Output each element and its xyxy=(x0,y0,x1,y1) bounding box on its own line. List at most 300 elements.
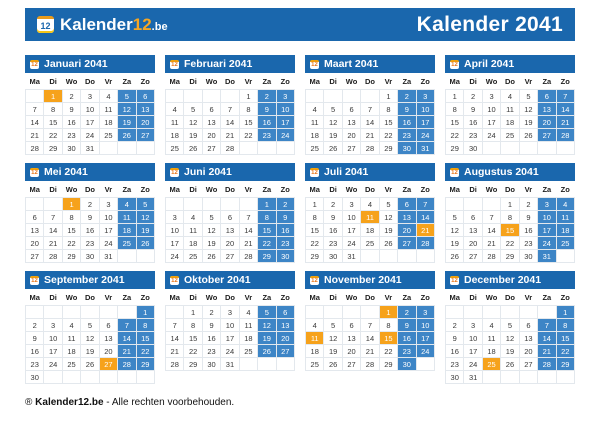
day-cell-empty xyxy=(501,371,519,384)
day-cell: 5 xyxy=(379,198,397,211)
day-cell: 11 xyxy=(361,211,379,224)
week-row xyxy=(446,103,575,116)
day-cell: 30 xyxy=(398,358,416,371)
week-row xyxy=(166,345,295,358)
day-cell: 17 xyxy=(166,237,184,250)
day-cell: 21 xyxy=(221,129,239,142)
month-header-link[interactable] xyxy=(305,271,435,289)
week-row xyxy=(26,142,155,155)
day-cell: 24 xyxy=(99,237,117,250)
weekday-header: Zo xyxy=(140,293,150,302)
weekday-header: Vr xyxy=(104,293,113,302)
weekday-header: Za xyxy=(542,293,552,302)
day-cell: 22 xyxy=(501,237,519,250)
day-cell: 14 xyxy=(44,224,62,237)
day-cell: 11 xyxy=(239,319,257,332)
day-cell: 10 xyxy=(342,211,360,224)
week-row xyxy=(26,198,155,211)
week-row xyxy=(446,371,575,384)
day-cell: 3 xyxy=(166,211,184,224)
day-cell-empty xyxy=(446,306,464,319)
weekday-header: Di xyxy=(189,293,197,302)
day-cell: 8 xyxy=(501,211,519,224)
day-cell: 8 xyxy=(258,211,276,224)
day-cell: 19 xyxy=(202,237,220,250)
day-cell: 26 xyxy=(118,129,136,142)
day-cell: 30 xyxy=(26,371,44,384)
day-cell: 29 xyxy=(556,358,574,371)
week-row xyxy=(166,332,295,345)
day-cell: 6 xyxy=(398,198,416,211)
month-title: Januari 2041 xyxy=(44,58,108,70)
day-cell: 3 xyxy=(482,90,500,103)
month-title: Juni 2041 xyxy=(184,166,232,178)
day-cell: 1 xyxy=(379,306,397,319)
day-cell: 10 xyxy=(538,211,556,224)
day-cell-empty xyxy=(44,306,62,319)
month-header-link[interactable] xyxy=(25,271,155,289)
day-cell: 3 xyxy=(538,198,556,211)
day-cell: 18 xyxy=(482,345,500,358)
week-row xyxy=(306,358,435,371)
day-cell-empty xyxy=(519,142,537,155)
weekday-header: Za xyxy=(122,293,132,302)
day-cell-empty xyxy=(324,306,342,319)
calendar-icon-number: 12 xyxy=(451,62,458,68)
day-cell-empty xyxy=(202,90,220,103)
day-cell: 12 xyxy=(81,332,99,345)
month-panel xyxy=(305,271,435,371)
day-cell: 16 xyxy=(202,332,220,345)
day-cell: 19 xyxy=(324,345,342,358)
day-cell: 10 xyxy=(44,332,62,345)
day-cell: 19 xyxy=(501,345,519,358)
day-cell: 3 xyxy=(416,306,434,319)
month-header-link[interactable] xyxy=(165,271,295,289)
day-cell: 17 xyxy=(342,224,360,237)
weekday-header: Di xyxy=(329,293,337,302)
day-cell: 25 xyxy=(501,129,519,142)
day-cell: 22 xyxy=(258,237,276,250)
day-cell: 20 xyxy=(99,345,117,358)
day-cell: 5 xyxy=(324,103,342,116)
day-cell: 1 xyxy=(306,198,324,211)
day-cell: 20 xyxy=(519,345,537,358)
day-cell: 28 xyxy=(44,250,62,263)
copyright-symbol: ® xyxy=(25,397,33,408)
day-cell-empty xyxy=(184,198,202,211)
day-cell: 3 xyxy=(81,90,99,103)
logo-text-suffix: .be xyxy=(151,21,168,33)
month-table xyxy=(25,181,155,263)
day-cell: 28 xyxy=(556,129,574,142)
footer xyxy=(25,397,575,408)
day-cell: 23 xyxy=(446,358,464,371)
day-cell: 17 xyxy=(44,345,62,358)
day-cell: 6 xyxy=(342,319,360,332)
day-cell: 5 xyxy=(81,319,99,332)
day-cell: 9 xyxy=(276,211,294,224)
day-cell: 1 xyxy=(62,198,80,211)
day-cell: 31 xyxy=(342,250,360,263)
day-cell: 20 xyxy=(398,224,416,237)
day-cell: 15 xyxy=(44,116,62,129)
day-cell: 20 xyxy=(342,345,360,358)
day-cell: 27 xyxy=(99,358,117,371)
day-cell: 10 xyxy=(416,319,434,332)
day-cell: 26 xyxy=(136,237,154,250)
day-cell: 4 xyxy=(482,319,500,332)
day-cell: 15 xyxy=(556,332,574,345)
weekday-header: Vr xyxy=(244,77,253,86)
day-cell: 23 xyxy=(26,358,44,371)
month-header-link[interactable] xyxy=(165,55,295,73)
calendar-icon-number: 12 xyxy=(451,170,458,176)
day-cell: 4 xyxy=(306,103,324,116)
day-cell: 17 xyxy=(276,116,294,129)
day-cell: 3 xyxy=(276,90,294,103)
week-row xyxy=(166,142,295,155)
day-cell: 8 xyxy=(379,103,397,116)
day-cell-empty xyxy=(519,371,537,384)
day-cell: 7 xyxy=(44,211,62,224)
week-row xyxy=(166,224,295,237)
day-cell: 9 xyxy=(202,319,220,332)
weekday-header: Za xyxy=(262,293,272,302)
day-cell: 21 xyxy=(361,345,379,358)
logo-text-accent: 12 xyxy=(132,15,152,34)
calendar-icon xyxy=(30,276,39,285)
calendar-icon xyxy=(310,168,319,177)
day-cell: 19 xyxy=(324,129,342,142)
day-cell: 14 xyxy=(118,332,136,345)
day-cell: 16 xyxy=(398,116,416,129)
weekday-header: Do xyxy=(364,293,375,302)
calendar-icon xyxy=(170,60,179,69)
day-cell: 13 xyxy=(398,211,416,224)
month-table xyxy=(305,181,435,263)
day-cell: 24 xyxy=(416,129,434,142)
day-cell: 29 xyxy=(136,358,154,371)
logo-link[interactable] xyxy=(37,16,168,33)
day-cell: 28 xyxy=(482,250,500,263)
calendar-icon-number: 12 xyxy=(451,278,458,284)
day-cell-empty xyxy=(221,198,239,211)
week-row xyxy=(166,306,295,319)
day-cell-empty xyxy=(239,142,257,155)
day-cell: 7 xyxy=(118,319,136,332)
weekday-header: Za xyxy=(262,185,272,194)
day-cell: 29 xyxy=(258,250,276,263)
month-table xyxy=(445,73,575,155)
weekday-header: Di xyxy=(49,293,57,302)
day-cell: 10 xyxy=(482,103,500,116)
day-cell: 12 xyxy=(446,224,464,237)
month-header-link[interactable] xyxy=(165,163,295,181)
day-cell: 26 xyxy=(324,142,342,155)
day-cell: 21 xyxy=(44,237,62,250)
day-cell: 26 xyxy=(501,358,519,371)
day-cell: 29 xyxy=(62,250,80,263)
day-cell: 13 xyxy=(26,224,44,237)
day-cell: 24 xyxy=(342,237,360,250)
day-cell: 11 xyxy=(166,116,184,129)
month-panel xyxy=(25,55,155,155)
week-row xyxy=(166,116,295,129)
day-cell-empty xyxy=(464,198,482,211)
month-header-link[interactable] xyxy=(445,163,575,181)
day-cell-empty xyxy=(446,198,464,211)
month-table xyxy=(165,73,295,155)
day-cell: 12 xyxy=(258,319,276,332)
months-grid xyxy=(25,55,575,384)
day-cell: 6 xyxy=(221,211,239,224)
day-cell-empty xyxy=(99,306,117,319)
weekday-header: Wo xyxy=(485,185,498,194)
month-panel xyxy=(25,271,155,384)
weekday-header: Ma xyxy=(29,293,40,302)
day-cell-empty xyxy=(136,250,154,263)
day-cell: 10 xyxy=(81,103,99,116)
day-cell: 21 xyxy=(166,345,184,358)
day-cell: 25 xyxy=(556,237,574,250)
weekday-header: Di xyxy=(469,77,477,86)
weekday-header: Vr xyxy=(244,293,253,302)
day-cell: 9 xyxy=(62,103,80,116)
weekday-header: Za xyxy=(542,77,552,86)
weekday-header: Di xyxy=(329,77,337,86)
day-cell: 24 xyxy=(276,129,294,142)
weekday-header: Za xyxy=(122,185,132,194)
day-cell: 19 xyxy=(519,116,537,129)
day-cell: 9 xyxy=(81,211,99,224)
day-cell: 1 xyxy=(136,306,154,319)
day-cell: 27 xyxy=(221,250,239,263)
day-cell: 12 xyxy=(501,332,519,345)
day-cell-empty xyxy=(556,371,574,384)
weekday-header: Ma xyxy=(309,185,320,194)
day-cell: 28 xyxy=(361,142,379,155)
day-cell: 30 xyxy=(519,250,537,263)
day-cell: 17 xyxy=(81,116,99,129)
day-cell: 27 xyxy=(538,129,556,142)
day-cell: 15 xyxy=(239,116,257,129)
weekday-header: Zo xyxy=(420,77,430,86)
day-cell: 21 xyxy=(239,237,257,250)
day-cell: 18 xyxy=(239,332,257,345)
week-row xyxy=(306,103,435,116)
day-cell: 3 xyxy=(464,319,482,332)
day-cell: 2 xyxy=(398,90,416,103)
day-cell: 1 xyxy=(446,90,464,103)
day-cell: 13 xyxy=(99,332,117,345)
month-panel xyxy=(445,55,575,155)
calendar-icon-number: 12 xyxy=(311,170,318,176)
month-header-link[interactable] xyxy=(305,55,435,73)
day-cell: 27 xyxy=(342,358,360,371)
day-cell: 28 xyxy=(361,358,379,371)
day-cell: 16 xyxy=(62,116,80,129)
day-cell: 20 xyxy=(136,116,154,129)
calendar-icon xyxy=(310,276,319,285)
day-cell-empty xyxy=(44,198,62,211)
day-cell: 1 xyxy=(379,90,397,103)
day-cell: 16 xyxy=(26,345,44,358)
day-cell: 30 xyxy=(62,142,80,155)
day-cell: 17 xyxy=(538,224,556,237)
weekday-header: Do xyxy=(364,77,375,86)
week-row xyxy=(306,129,435,142)
month-table xyxy=(165,181,295,263)
day-cell: 27 xyxy=(202,142,220,155)
day-cell: 23 xyxy=(464,129,482,142)
week-row xyxy=(166,358,295,371)
month-panel xyxy=(445,163,575,263)
weekday-header: Do xyxy=(504,77,515,86)
day-cell: 24 xyxy=(538,237,556,250)
weekday-header: Ma xyxy=(309,77,320,86)
month-header-link[interactable] xyxy=(25,55,155,73)
month-panel xyxy=(25,163,155,263)
weekday-header: Zo xyxy=(560,185,570,194)
weekday-header: Wo xyxy=(65,77,78,86)
day-cell: 16 xyxy=(324,224,342,237)
month-title: September 2041 xyxy=(44,274,125,286)
day-cell: 6 xyxy=(26,211,44,224)
day-cell-empty xyxy=(276,142,294,155)
day-cell-empty xyxy=(202,198,220,211)
day-cell: 17 xyxy=(221,332,239,345)
day-cell: 11 xyxy=(184,224,202,237)
day-cell: 18 xyxy=(184,237,202,250)
week-row xyxy=(446,319,575,332)
day-cell: 24 xyxy=(221,345,239,358)
weekday-header: Wo xyxy=(485,77,498,86)
day-cell: 20 xyxy=(26,237,44,250)
day-cell: 9 xyxy=(26,332,44,345)
month-header-link[interactable] xyxy=(445,271,575,289)
day-cell: 28 xyxy=(416,237,434,250)
day-cell: 7 xyxy=(538,319,556,332)
day-cell: 5 xyxy=(501,319,519,332)
day-cell: 18 xyxy=(118,224,136,237)
month-title: Augustus 2041 xyxy=(464,166,539,178)
day-cell: 9 xyxy=(398,103,416,116)
day-cell: 22 xyxy=(239,129,257,142)
day-cell: 30 xyxy=(276,250,294,263)
day-cell: 27 xyxy=(342,142,360,155)
weekday-header: Di xyxy=(469,185,477,194)
day-cell: 18 xyxy=(556,224,574,237)
day-cell: 4 xyxy=(501,90,519,103)
week-row xyxy=(446,116,575,129)
day-cell: 20 xyxy=(464,237,482,250)
weekday-header: Za xyxy=(122,77,132,86)
day-cell-empty xyxy=(221,90,239,103)
day-cell: 27 xyxy=(136,129,154,142)
month-header-link[interactable] xyxy=(305,163,435,181)
day-cell: 2 xyxy=(258,90,276,103)
day-cell: 1 xyxy=(556,306,574,319)
day-cell: 13 xyxy=(276,319,294,332)
day-cell: 25 xyxy=(482,358,500,371)
month-header-link[interactable] xyxy=(25,163,155,181)
week-row xyxy=(166,250,295,263)
day-cell: 4 xyxy=(166,103,184,116)
day-cell: 25 xyxy=(184,250,202,263)
calendar-icon-number: 12 xyxy=(40,20,51,31)
weekday-header: Za xyxy=(402,293,412,302)
day-cell: 7 xyxy=(166,319,184,332)
week-row xyxy=(306,332,435,345)
day-cell: 25 xyxy=(306,142,324,155)
weekday-header: Vr xyxy=(524,185,533,194)
weekday-header: Ma xyxy=(449,293,460,302)
day-cell-empty xyxy=(136,142,154,155)
week-row xyxy=(166,319,295,332)
day-cell: 16 xyxy=(519,224,537,237)
day-cell: 9 xyxy=(258,103,276,116)
week-row xyxy=(446,224,575,237)
day-cell: 8 xyxy=(44,103,62,116)
day-cell: 13 xyxy=(519,332,537,345)
weekday-header: Do xyxy=(504,185,515,194)
weekday-header: Zo xyxy=(560,293,570,302)
day-cell: 5 xyxy=(324,319,342,332)
day-cell: 10 xyxy=(221,319,239,332)
week-row xyxy=(446,358,575,371)
day-cell: 14 xyxy=(482,224,500,237)
logo-text-main: Kalender xyxy=(60,15,133,34)
week-row xyxy=(306,306,435,319)
day-cell: 27 xyxy=(519,358,537,371)
day-cell-empty xyxy=(361,306,379,319)
month-panel xyxy=(445,271,575,384)
week-row xyxy=(166,129,295,142)
day-cell-empty xyxy=(379,250,397,263)
day-cell: 14 xyxy=(538,332,556,345)
day-cell: 23 xyxy=(258,129,276,142)
day-cell-empty xyxy=(258,358,276,371)
week-row xyxy=(446,237,575,250)
day-cell-empty xyxy=(276,358,294,371)
day-cell: 26 xyxy=(519,129,537,142)
month-title: Februari 2041 xyxy=(184,58,253,70)
day-cell: 4 xyxy=(306,319,324,332)
weekday-header: Do xyxy=(504,293,515,302)
day-cell: 19 xyxy=(446,237,464,250)
day-cell: 24 xyxy=(416,345,434,358)
day-cell: 3 xyxy=(416,90,434,103)
day-cell: 2 xyxy=(398,306,416,319)
day-cell-empty xyxy=(306,306,324,319)
day-cell: 13 xyxy=(202,116,220,129)
month-header-link[interactable] xyxy=(445,55,575,73)
day-cell-empty xyxy=(342,306,360,319)
day-cell: 23 xyxy=(202,345,220,358)
day-cell: 12 xyxy=(519,103,537,116)
week-row xyxy=(26,237,155,250)
day-cell: 12 xyxy=(184,116,202,129)
day-cell: 6 xyxy=(202,103,220,116)
day-cell: 16 xyxy=(398,332,416,345)
day-cell-empty xyxy=(99,371,117,384)
day-cell: 13 xyxy=(136,103,154,116)
day-cell: 30 xyxy=(446,371,464,384)
weekday-header: Vr xyxy=(524,293,533,302)
day-cell: 25 xyxy=(62,358,80,371)
day-cell: 6 xyxy=(519,319,537,332)
